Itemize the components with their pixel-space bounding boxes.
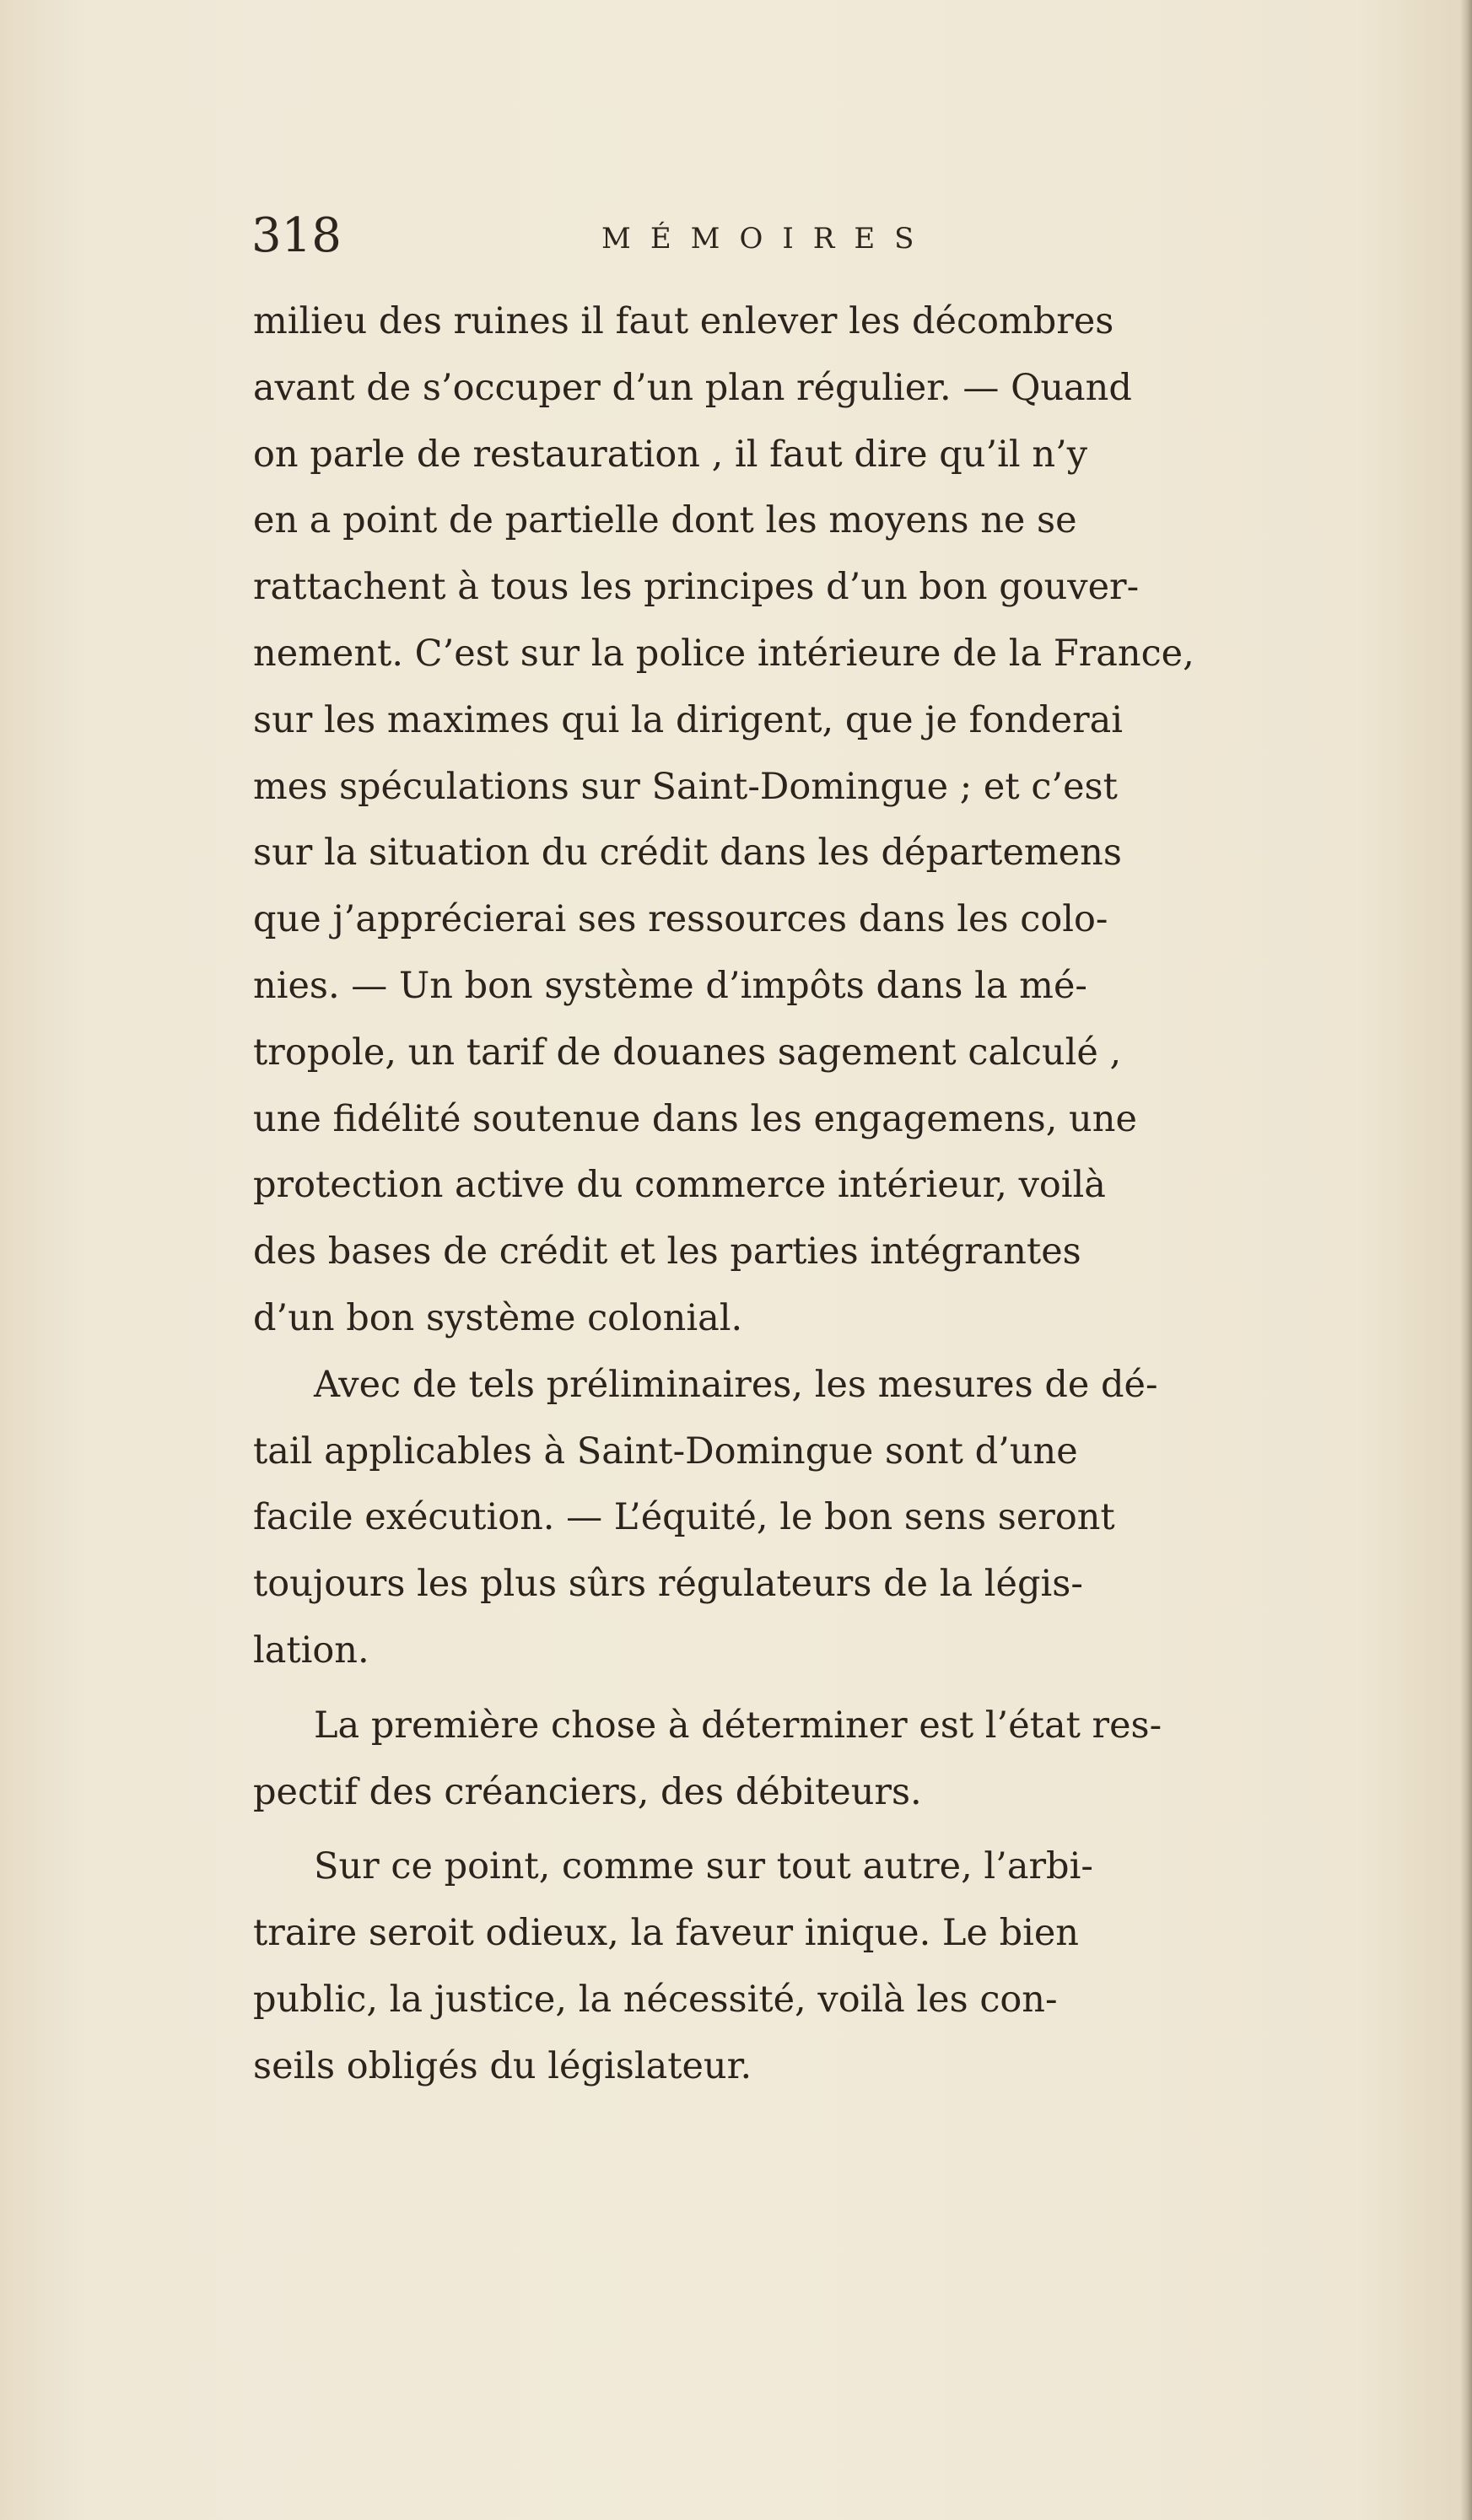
text-line: Sur ce point, comme sur tout autre, l’arbi- xyxy=(314,1845,1093,1888)
page-edge-shadow xyxy=(1460,0,1472,2520)
text-line: des bases de crédit et les parties intégrantes xyxy=(253,1230,1081,1273)
paragraph-gap xyxy=(253,1825,1417,1833)
text-line: La première chose à déterminer est l’état res- xyxy=(314,1704,1162,1747)
text-line: traire seroit odieux, la faveur inique. Le bien xyxy=(253,1912,1080,1955)
text-line: tropole, un tarif de douanes sagement calculé , xyxy=(253,1031,1122,1074)
text-line: toujours les plus sûrs régulateurs de la légis- xyxy=(253,1563,1083,1606)
text-line: d’un bon système colonial. xyxy=(253,1296,743,1339)
page-header xyxy=(251,209,1415,277)
page-number: 318 xyxy=(251,208,342,263)
running-head: MÉMOIRES xyxy=(601,222,934,256)
text-line: mes spéculations sur Saint-Domingue ; et c’est xyxy=(253,765,1118,808)
text-line: nies. — Un bon système d’impôts dans la mé- xyxy=(253,964,1087,1007)
text-line: sur les maximes qui la dirigent, que je fonderai xyxy=(253,698,1124,741)
text-line: nement. C’est sur la police intérieure de la France, xyxy=(253,632,1194,675)
text-line: milieu des ruines il faut enlever les décombres xyxy=(253,300,1114,342)
text-line: protection active du commerce intérieur, voilà xyxy=(253,1164,1106,1207)
text-line: on parle de restauration , il faut dire qu’il n’y xyxy=(253,433,1087,476)
text-line: seils obligés du législateur. xyxy=(253,2044,752,2087)
text-line: une fidélité soutenue dans les engagemens, une xyxy=(253,1097,1137,1140)
text-line: avant de s’occuper d’un plan régulier. — Quand xyxy=(253,366,1132,409)
text-line: en a point de partielle dont les moyens ne se xyxy=(253,499,1077,542)
body-text xyxy=(253,288,1417,2100)
text-line: que j’apprécierai ses ressources dans les colo- xyxy=(253,898,1108,941)
text-line: rattachent à tous les principes d’un bon gouver- xyxy=(253,566,1140,609)
paragraph-gap xyxy=(253,1684,1417,1693)
text-line: facile exécution. — L’équité, le bon sens seront xyxy=(253,1496,1115,1539)
text-line: sur la situation du crédit dans les départemens xyxy=(253,832,1122,875)
text-line: Avec de tels préliminaires, les mesures de dé- xyxy=(314,1363,1158,1406)
text-line: pectif des créanciers, des débiteurs. xyxy=(253,1770,922,1813)
text-line: public, la justice, la nécessité, voilà les con- xyxy=(253,1978,1058,2021)
text-line: lation. xyxy=(253,1629,369,1672)
text-line: tail applicables à Saint-Domingue sont d’une xyxy=(253,1430,1078,1473)
